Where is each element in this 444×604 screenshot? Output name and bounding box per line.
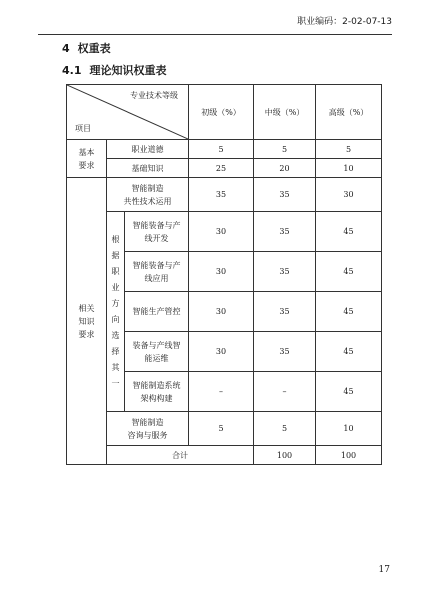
row-label: 智能制造系统 架构构建 [125, 372, 189, 412]
table-cell: 45 [316, 212, 382, 252]
direction-choice-cell [107, 212, 125, 412]
table-row [67, 178, 382, 212]
table-cell: 5 [189, 412, 254, 446]
subsection-title [62, 64, 167, 78]
table-cell: – [189, 372, 254, 412]
level-header-cell: 初级（%） [189, 85, 254, 140]
corner-bottom-label: 项目 [75, 124, 91, 133]
table-cell: 5 [316, 140, 382, 159]
level-header-cell: 高级（%） [316, 85, 382, 140]
table-cell: 10 [316, 159, 382, 178]
table-cell: 35 [254, 332, 316, 372]
occupation-code: 职业编码：2-02-07-13 [297, 17, 392, 27]
table-cell: 30 [189, 292, 254, 332]
table-cell: 35 [189, 178, 254, 212]
section-title-text: 权重表 [77, 42, 111, 55]
table-cell: 45 [316, 332, 382, 372]
table-row [67, 412, 382, 446]
table-cell: 20 [254, 159, 316, 178]
table-cell: 5 [254, 140, 316, 159]
table-cell: 30 [189, 332, 254, 372]
table-cell: 35 [254, 178, 316, 212]
subsection-number: 4.1 [62, 64, 82, 77]
table-header-row [67, 85, 382, 140]
row-label: 智能装备与产 线应用 [125, 252, 189, 292]
total-label: 合计 [107, 446, 254, 465]
corner-header-cell [67, 85, 189, 140]
row-label: 装备与产线智 能运维 [125, 332, 189, 372]
table-cell: – [254, 372, 316, 412]
row-label: 基础知识 [107, 159, 189, 178]
row-label: 智能装备与产 线开发 [125, 212, 189, 252]
theory-weight-table [66, 84, 382, 465]
section-title [62, 42, 111, 56]
table-cell: 5 [254, 412, 316, 446]
row-label: 智能生产管控 [125, 292, 189, 332]
table-cell: 100 [316, 446, 382, 465]
page-number: 17 [378, 565, 390, 575]
table-cell: 100 [254, 446, 316, 465]
row-label: 智能制造 咨询与服务 [107, 412, 189, 446]
level-header-cell: 中级（%） [254, 85, 316, 140]
table-cell: 30 [316, 178, 382, 212]
table-cell: 45 [316, 252, 382, 292]
table-cell: 25 [189, 159, 254, 178]
table-cell: 5 [189, 140, 254, 159]
row-label: 智能制造 共性技术运用 [107, 178, 189, 212]
page-header [38, 16, 392, 35]
total-row [67, 446, 382, 465]
table-cell: 35 [254, 292, 316, 332]
direction-choice-label: 根据职业方向选择其一 [111, 234, 120, 388]
table-row [67, 212, 382, 252]
row-label: 职业道德 [107, 140, 189, 159]
table-cell: 45 [316, 292, 382, 332]
subsection-title-text: 理论知识权重表 [89, 64, 167, 77]
table-row [67, 159, 382, 178]
table-cell: 30 [189, 252, 254, 292]
table-cell: 10 [316, 412, 382, 446]
table-cell: 45 [316, 372, 382, 412]
related-knowledge-group: 相关 知识 要求 [67, 178, 107, 465]
corner-top-label: 专业技术等级 [130, 91, 179, 100]
basic-requirements-group: 基本 要求 [67, 140, 107, 178]
table-row [67, 140, 382, 159]
section-number: 4 [62, 42, 70, 55]
table-cell: 30 [189, 212, 254, 252]
table-cell: 35 [254, 212, 316, 252]
table-cell: 35 [254, 252, 316, 292]
